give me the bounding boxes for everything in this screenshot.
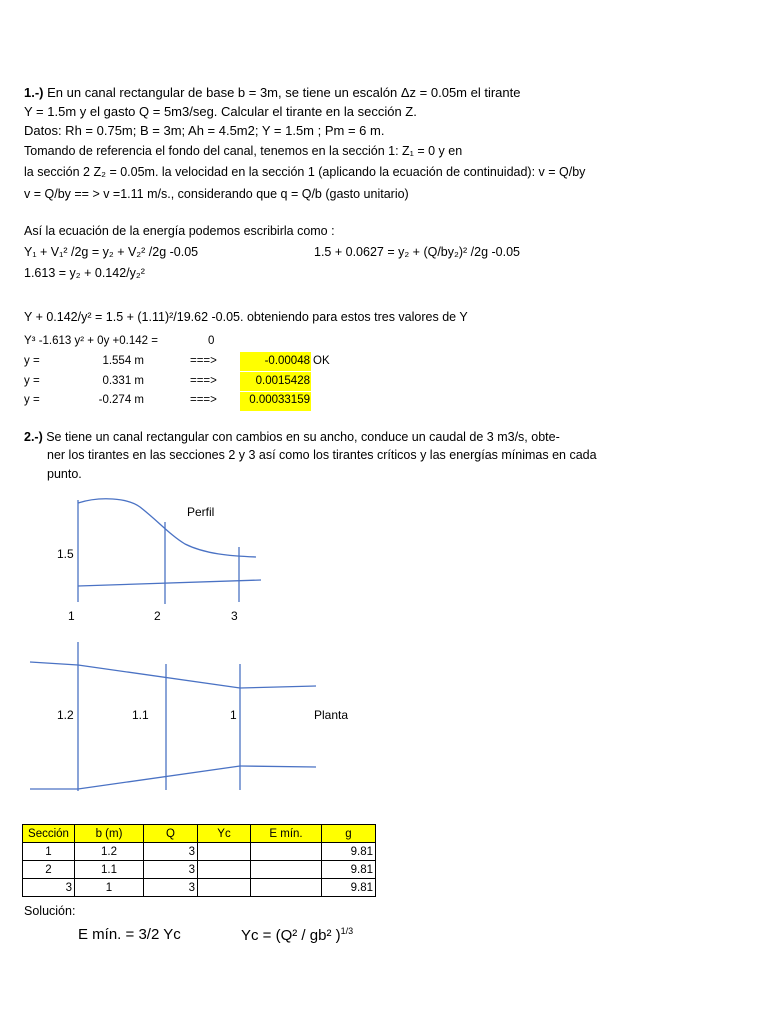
- plan-top-wall-2: [78, 665, 240, 688]
- cell-yc: [198, 843, 251, 861]
- profile-section-3-label: 3: [231, 609, 238, 623]
- plan-width-3-label: 1: [230, 708, 237, 722]
- cell-emin: [251, 861, 322, 879]
- cubic-equation: Y³ -1.613 y² + 0y +0.142 =: [24, 335, 158, 347]
- problem1-line4: Tomando de referencia el fondo del canal, tenemos en la sección 1: Z₁ = 0 y en: [24, 144, 463, 158]
- plan-title: Planta: [314, 708, 349, 722]
- solution-row-2-arrow: ===>: [190, 375, 217, 387]
- header-g: g: [322, 825, 376, 843]
- plan-top-wall-3: [240, 686, 316, 688]
- solution-row-1-residual: -0.00048: [264, 355, 310, 367]
- plan-bottom-wall-2: [78, 766, 240, 789]
- cell-g: 9.81: [322, 843, 376, 861]
- problem1-text-line1: [24, 86, 520, 99]
- plan-top-wall-1: [30, 662, 78, 665]
- profile-depth-label: 1.5: [57, 547, 74, 561]
- cell-yc: [198, 861, 251, 879]
- cell-q: 3: [144, 861, 198, 879]
- plan-bottom-wall-3: [240, 766, 316, 767]
- problem1-line7: Así la ecuación de la energía podemos escribirla como :: [24, 224, 335, 238]
- plan-width-1-label: 1.2: [57, 708, 74, 722]
- solution-row-1-arrow: ===>: [190, 355, 217, 367]
- solution-row-1-value: 1.554 m: [102, 355, 144, 367]
- solution-row-2-value: 0.331 m: [102, 375, 144, 387]
- header-q: Q: [144, 825, 198, 843]
- header-seccion: Sección: [23, 825, 75, 843]
- yc-formula: [241, 927, 353, 943]
- cell-g: 9.81: [322, 879, 376, 897]
- plan-width-2-label: 1.1: [132, 708, 149, 722]
- profile-section-1-label: 1: [68, 609, 75, 623]
- cell-b: 1.2: [75, 843, 144, 861]
- profile-channel-bed: [78, 580, 261, 586]
- cell-emin: [251, 843, 322, 861]
- header-emin: E mín.: [251, 825, 322, 843]
- cell-b: 1: [75, 879, 144, 897]
- cell-g: 9.81: [322, 861, 376, 879]
- table-row: [23, 879, 376, 897]
- table-row: [23, 861, 376, 879]
- problem1-line2: Y = 1.5m y el gasto Q = 5m3/seg. Calcular el tirante en la sección Z.: [24, 104, 417, 119]
- problem1-number: 1.-): [24, 85, 44, 100]
- emin-formula: E mín. = 3/2 Yc: [78, 926, 181, 943]
- solution-row-3-value: -0.274 m: [98, 394, 144, 406]
- cell-q: 3: [144, 843, 198, 861]
- cell-emin: [251, 879, 322, 897]
- cell-seccion: 1: [23, 843, 75, 861]
- cell-b: 1.1: [75, 861, 144, 879]
- problem1-line6: v = Q/by == > v =1.11 m/s., considerando que q = Q/b (gasto unitario): [24, 187, 409, 201]
- cell-seccion: 3: [23, 879, 75, 897]
- table-row: [23, 843, 376, 861]
- solution-row-3-residual: 0.00033159: [249, 394, 310, 406]
- cubic-equation-rhs: 0: [208, 335, 215, 347]
- energy-equation-left: Y₁ + V₁² /2g = y₂ + V₂² /2g -0.05: [24, 245, 199, 259]
- energy-equation-expanded: Y + 0.142/y² = 1.5 + (1.11)²/19.62 -0.05. obteniendo para estos tres valores de Y: [24, 310, 468, 324]
- header-b: b (m): [75, 825, 144, 843]
- results-table: [22, 824, 376, 897]
- problem2-line1: Se tiene un canal rectangular con cambios en su ancho, conduce un caudal de 3 m3/s, obte-: [42, 430, 560, 444]
- problem1-line1: En un canal rectangular de base b = 3m, se tiene un escalón Δz = 0.05m el tirante: [43, 85, 521, 100]
- solution-row-1-note: OK: [313, 355, 330, 367]
- yc-formula-exponent: 1/3: [340, 926, 354, 936]
- solution-label: Solución:: [24, 904, 76, 918]
- solution-row-3-arrow: ===>: [190, 394, 217, 406]
- cell-seccion: 2: [23, 861, 75, 879]
- header-yc: Yc: [198, 825, 251, 843]
- solution-row-2-residual: 0.0015428: [255, 375, 310, 387]
- solution-row-3-label: y =: [24, 394, 40, 406]
- problem1-line3: Datos: Rh = 0.75m; B = 3m; Ah = 4.5m2; Y = 1.5m ; Pm = 6 m.: [24, 123, 385, 138]
- cell-yc: [198, 879, 251, 897]
- solution-row-1-label: y =: [24, 355, 40, 367]
- energy-equation-simplified: 1.613 = y₂ + 0.142/y₂²: [24, 266, 145, 280]
- problem2-line3: punto.: [47, 467, 82, 481]
- problem2-number: 2.-): [24, 430, 43, 444]
- energy-equation-right: 1.5 + 0.0627 = y₂ + (Q/by₂)² /2g -0.05: [314, 245, 520, 259]
- cell-q: 3: [144, 879, 198, 897]
- problem1-line5: la sección 2 Z₂ = 0.05m. la velocidad en la sección 1 (aplicando la ecuación de continuidad): v = Q/by: [24, 165, 586, 179]
- problem2-text-line1: [24, 431, 560, 444]
- yc-formula-base: Yc = (Q² / gb² ): [241, 927, 341, 944]
- solution-row-2-label: y =: [24, 375, 40, 387]
- profile-section-2-label: 2: [154, 609, 161, 623]
- problem2-line2: ner los tirantes en las secciones 2 y 3 así como los tirantes críticos y las energías mínimas en cada: [47, 448, 597, 462]
- table-header-row: [23, 825, 376, 843]
- profile-title: Perfil: [187, 505, 215, 519]
- profile-water-surface: [78, 499, 256, 557]
